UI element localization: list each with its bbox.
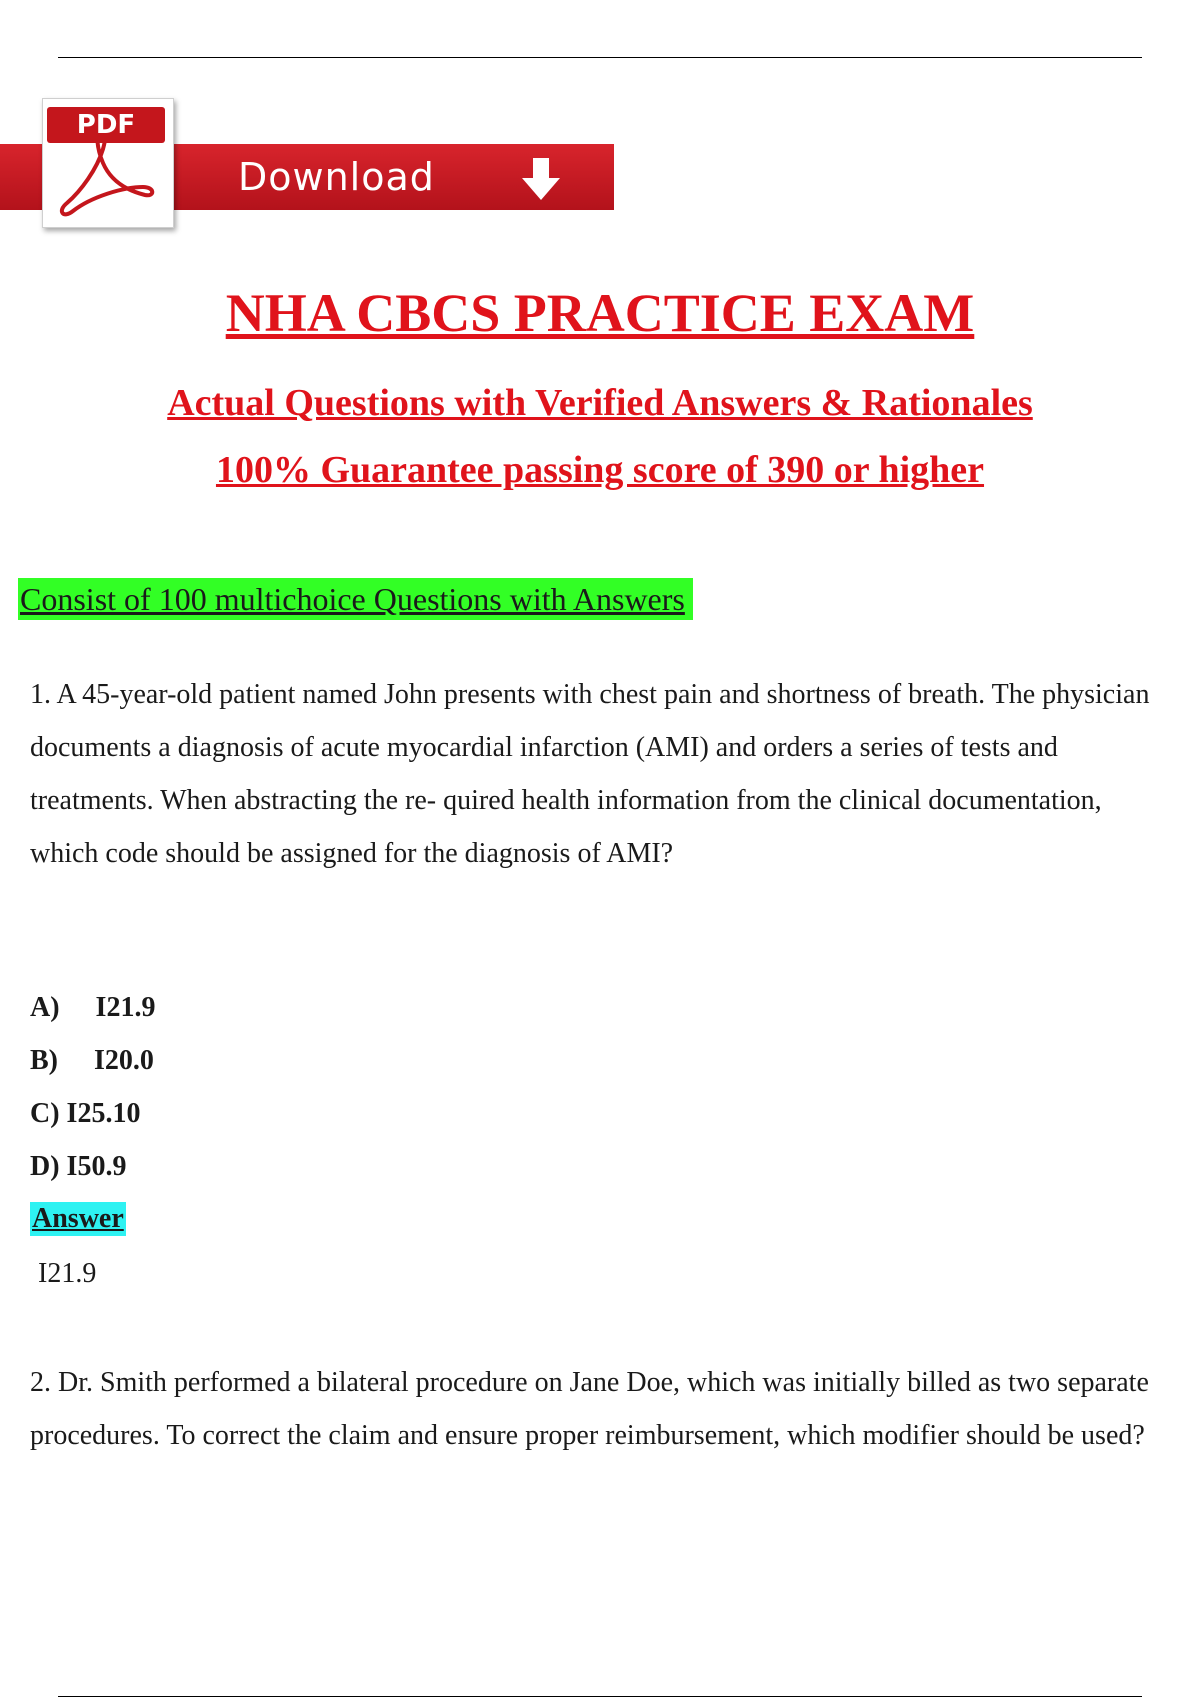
page-title: NHA CBCS PRACTICE EXAM	[225, 283, 975, 343]
pdf-label: PDF	[47, 107, 165, 143]
option-value: I21.9	[95, 992, 156, 1023]
answer-value: I21.9	[38, 1258, 97, 1289]
option-letter: A)	[30, 992, 60, 1023]
option-letter: D)	[30, 1151, 60, 1182]
option-letter: C)	[30, 1098, 60, 1129]
question-1-text: 1. A 45-year-old patient named John presents with chest pain and shortness of breath. The physician documents a diagnosis of acute myocardial infarction (AMI) and orders a series of tests and treatments. When abstracting the re- quired health information from the clinical documentation, which code should be assigned for the diagnosis of AMI?	[30, 679, 1150, 869]
page-subtitle: Actual Questions with Verified Answers & Rationales	[167, 382, 1033, 424]
question-1-option-a	[30, 992, 155, 1024]
option-value: I50.9	[66, 1151, 127, 1182]
pdf-document-icon	[42, 98, 174, 228]
option-value: I20.0	[94, 1045, 154, 1076]
option-value: I25.10	[66, 1098, 141, 1129]
question-count-banner: Consist of 100 multichoice Questions with Answers	[18, 578, 693, 620]
bottom-divider	[58, 1696, 1142, 1697]
question-2-text: 2. Dr. Smith performed a bilateral procedure on Jane Doe, which was initially billed as two separate procedures. To correct the claim and ensure proper reimbursement, which modifier should be used?	[30, 1367, 1149, 1451]
option-letter: B)	[30, 1045, 58, 1076]
download-arrow-icon[interactable]	[518, 156, 564, 202]
question-1-option-c	[30, 1098, 140, 1130]
top-divider	[58, 57, 1142, 58]
download-label[interactable]: Download	[238, 155, 435, 199]
question-1-option-d	[30, 1151, 126, 1183]
answer-label: Answer	[32, 1203, 124, 1234]
pdf-download-banner[interactable]	[0, 92, 620, 228]
question-1-option-b	[30, 1045, 154, 1077]
guarantee-text: 100% Guarantee passing score of 390 or higher	[215, 449, 985, 491]
